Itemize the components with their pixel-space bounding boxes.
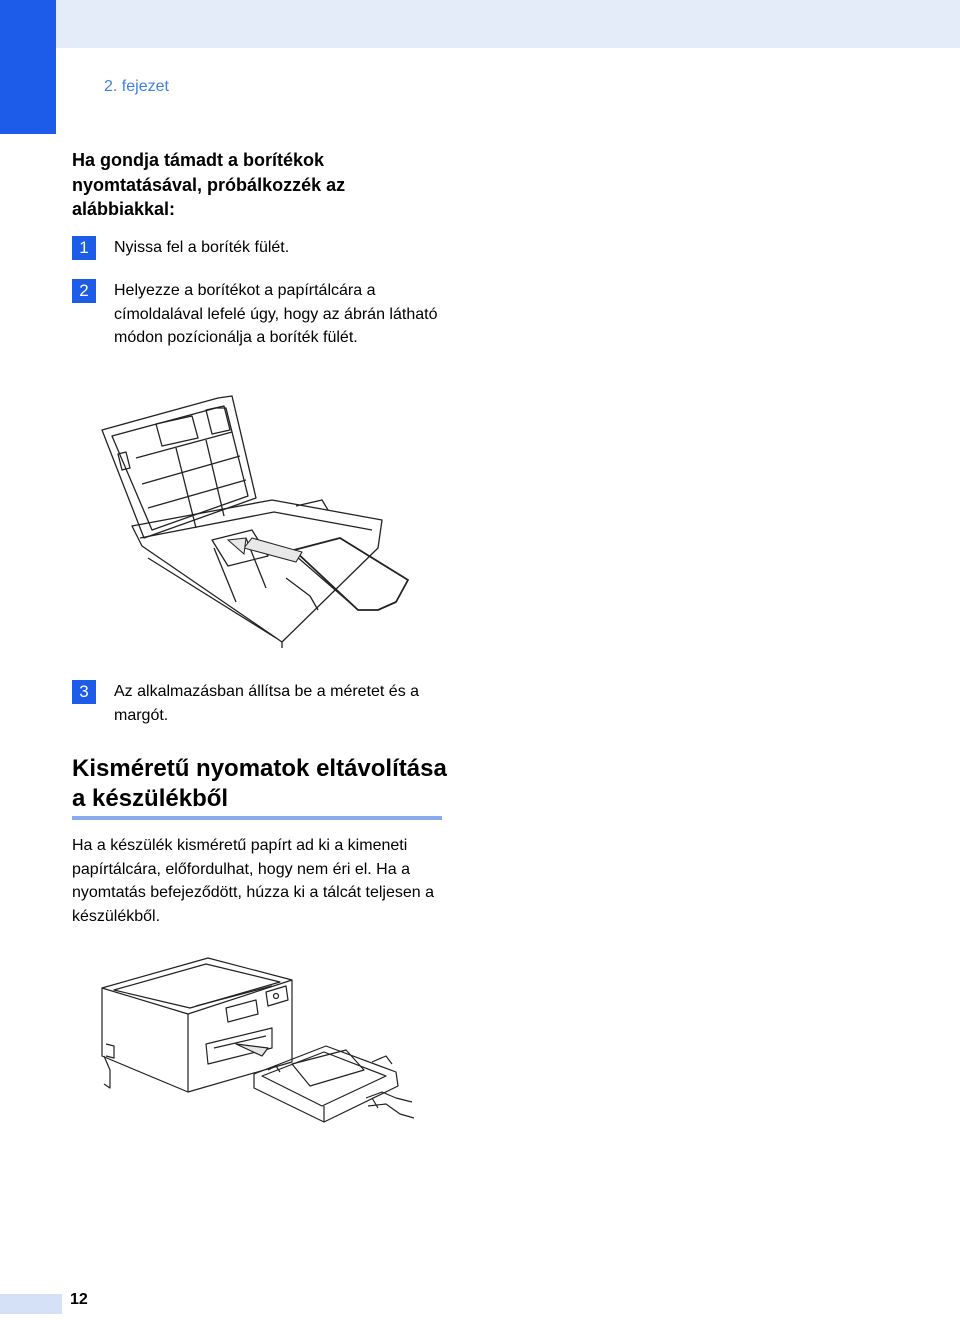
printer-tray-removal-illustration (96, 952, 416, 1132)
paper-tray-envelope-illustration (96, 388, 426, 648)
section-heading: Kisméretű nyomatok eltávolítása a készülékből (72, 755, 447, 812)
chapter-tab (0, 0, 56, 134)
tray-envelope-figure (96, 388, 426, 648)
chapter-label: 2. fejezet (104, 78, 169, 95)
header-band (0, 0, 960, 48)
section-body: Ha a készülék kisméretű papírt ad ki a kimeneti papírtálcára, előfordulhat, hogy nem éri el. Ha a nyomtatás befejeződött, húzza ki a tálcát teljesen a készülékből. (72, 837, 434, 925)
footer-band (0, 1294, 62, 1314)
step-1-badge: 1 (72, 236, 96, 260)
step-2-text: Helyezze a borítékot a papírtálcára a címoldalával lefelé úgy, hogy az ábrán látható módon pozícionálja a boríték fülét. (114, 282, 438, 346)
step-3-text: Az alkalmazásban állítsa be a méretet és a margót. (114, 683, 420, 724)
intro-heading: Ha gondja támadt a borítékok nyomtatásával, próbálkozzék az alábbiakkal: (72, 150, 346, 219)
printer-tray-figure (96, 952, 416, 1132)
step-3-badge: 3 (72, 680, 96, 704)
step-1-text: Nyissa fel a boríték fülét. (114, 239, 290, 256)
page-number: 12 (70, 1291, 88, 1308)
step-2-badge: 2 (72, 279, 96, 303)
section-divider (72, 816, 442, 820)
